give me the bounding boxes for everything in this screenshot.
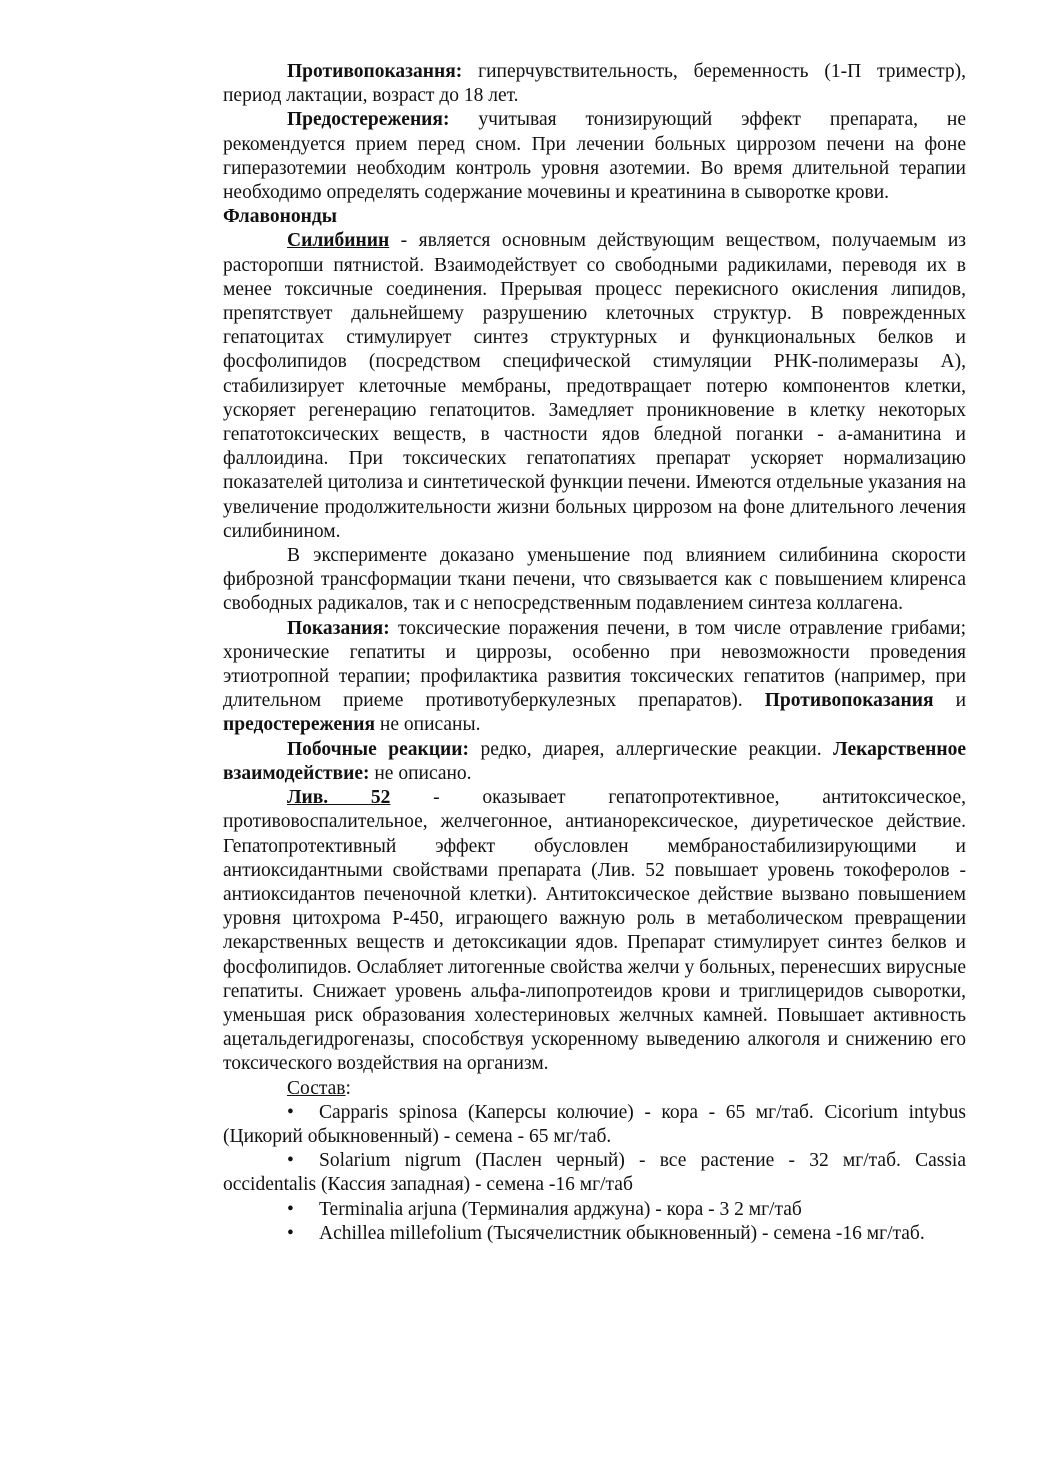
silibinin-name: Силибинин — [287, 230, 390, 252]
liv52-name: Лив. 52 — [287, 787, 391, 809]
liv52-text: - оказывает гепатопротективное, антитоксическое, противовоспалительное, желчегонное, антианорексическое, диуретическое действие. Гепатопротективный эффект обусловлен мембраностабилизирующими и антиоксидантными свойствами препарата (Лив. 52 повышает уровень токоферолов - антиоксидантов печеночной клетки). Антитоксическое действие вызвано повышением уровня цитохрома Р-450, играющего важную роль в метаболическом превращении лекарственных веществ и детоксикации ядов. Препарат стимулирует синтез белков и фосфолипидов. Ослабляет литогенные свойства желчи у больных, перенесших вирусные гепатиты. Снижает уровень альфа-липопротеидов крови и триглицеридов сыворотки, уменьшая риск образования холестериновых желчных камней. Повышает активность ацетальдегидрогеназы, способствуя ускоренному выведению алкоголя и снижению его токсического воздействия на организм. — [223, 787, 966, 1075]
composition-heading — [223, 1077, 966, 1101]
indications-text: токсические поражения печени, в том числе отравление грибами; хронические гепатиты и циррозы, особенно при невозможности проведения этиотропной терапии; профилактика развития токсических гепатитов (например, при длительном приеме противотуберкулезных препаратов). — [223, 617, 966, 712]
list-item — [223, 1101, 966, 1149]
list-item — [223, 1149, 966, 1197]
composition-colon: : — [345, 1077, 351, 1099]
warnings-inline-label: предостережения — [223, 714, 376, 736]
warnings-label: Предостережения: — [287, 109, 450, 131]
warnings-text: учитывая тонизирующий эффект препарата, не рекомендуется прием перед сном. При лечении больных циррозом печени на фоне гиперазотемии необходим контроль уровня азотемии. Во время длительной терапии необходимо определять содержание мочевины и креатинина в сыворотке крови. — [223, 109, 966, 204]
indications-paragraph — [223, 617, 966, 738]
experiment-paragraph: В эксперименте доказано уменьшение под влиянием силибинина скорости фиброзной трансформации ткани печени, что связывается как с повышением клиренса свободных радикалов, так и с непосредственным подавлением синтеза коллагена. — [223, 545, 966, 615]
composition-list — [223, 1101, 966, 1246]
composition-label: Состав — [287, 1077, 346, 1099]
side-effects-paragraph — [223, 738, 966, 786]
silibinin-text: - является основным действующим веществом, получаемым из расторопши пятнистой. Взаимодействует со свободными радикилами, переводя их в менее токсичные соединения. Прерывая процесс перекисного окисления липидов, препятствует дальнейшему разрушению клеточных структур. В поврежденных гепатоцитах стимулирует синтез структурных и функциональных белков и фосфолипидов (посредством специфической стимуляции РНК-полимеразы А), стабилизирует клеточные мембраны, предотвращает потерю компонентов клетки, ускоряет регенерацию гепатоцитов. Замедляет проникновение в клетку некоторых гепатотоксических веществ, в частности ядов бледной поганки - а-аманитина и фаллоидина. При токсических гепатопатиях препарат ускоряет нормализацию показателей цитолиза и синтетической функции печени. Имеются отдельные указания на увеличение продолжительности жизни больных циррозом на фоне длительного лечения силибинином. — [223, 230, 966, 542]
side-effects-label: Побочные реакции: — [287, 738, 469, 760]
interaction-text: не описано. — [369, 762, 472, 784]
list-item — [223, 1198, 966, 1222]
bullet-icon: • — [287, 1150, 294, 1172]
interaction-label: Лекарственное взаимодействие: — [223, 738, 966, 784]
list-item-text: Solarium nigrum (Паслен черный) - все растение - 32 мг/таб. Cassia occidentalis (Кассия западная) - семена -16 мг/таб — [223, 1150, 966, 1196]
contraindications-paragraph — [223, 60, 966, 108]
not-described-text: не описаны. — [375, 714, 481, 736]
list-item — [223, 1222, 966, 1246]
list-item-text: Terminalia arjuna (Терминалия арджуна) - кора - 3 2 мг/таб — [319, 1198, 802, 1220]
contraindications-label: Противопоказання: — [287, 61, 463, 82]
document-page — [223, 60, 966, 1246]
section-title: Флавононды — [223, 206, 337, 228]
bullet-icon: • — [287, 1101, 294, 1123]
bullet-icon: • — [287, 1222, 294, 1244]
list-item-text: Achillea millefolium (Тысячелистник обыкновенный) - семена -16 мг/таб. — [319, 1222, 925, 1244]
silibinin-paragraph — [223, 229, 966, 544]
side-effects-text: редко, диарея, аллергические реакции. — [468, 738, 834, 760]
contraindications-text: гиперчувствительность, беременность (1-П триместр), период лактации, возраст до 18 лет. — [223, 61, 966, 107]
indications-label: Показания: — [287, 617, 390, 639]
and-word: и — [933, 690, 967, 712]
warnings-paragraph — [223, 108, 966, 205]
contraindications-inline-label: Противопоказания — [764, 690, 934, 712]
liv52-paragraph — [223, 786, 966, 1076]
list-item-text: Capparis spinosa (Каперсы колючие) - кора - 65 мг/таб. Cicorium intybus (Цикорий обыкновенный) - семена - 65 мг/таб. — [223, 1101, 966, 1147]
bullet-icon: • — [287, 1198, 294, 1220]
